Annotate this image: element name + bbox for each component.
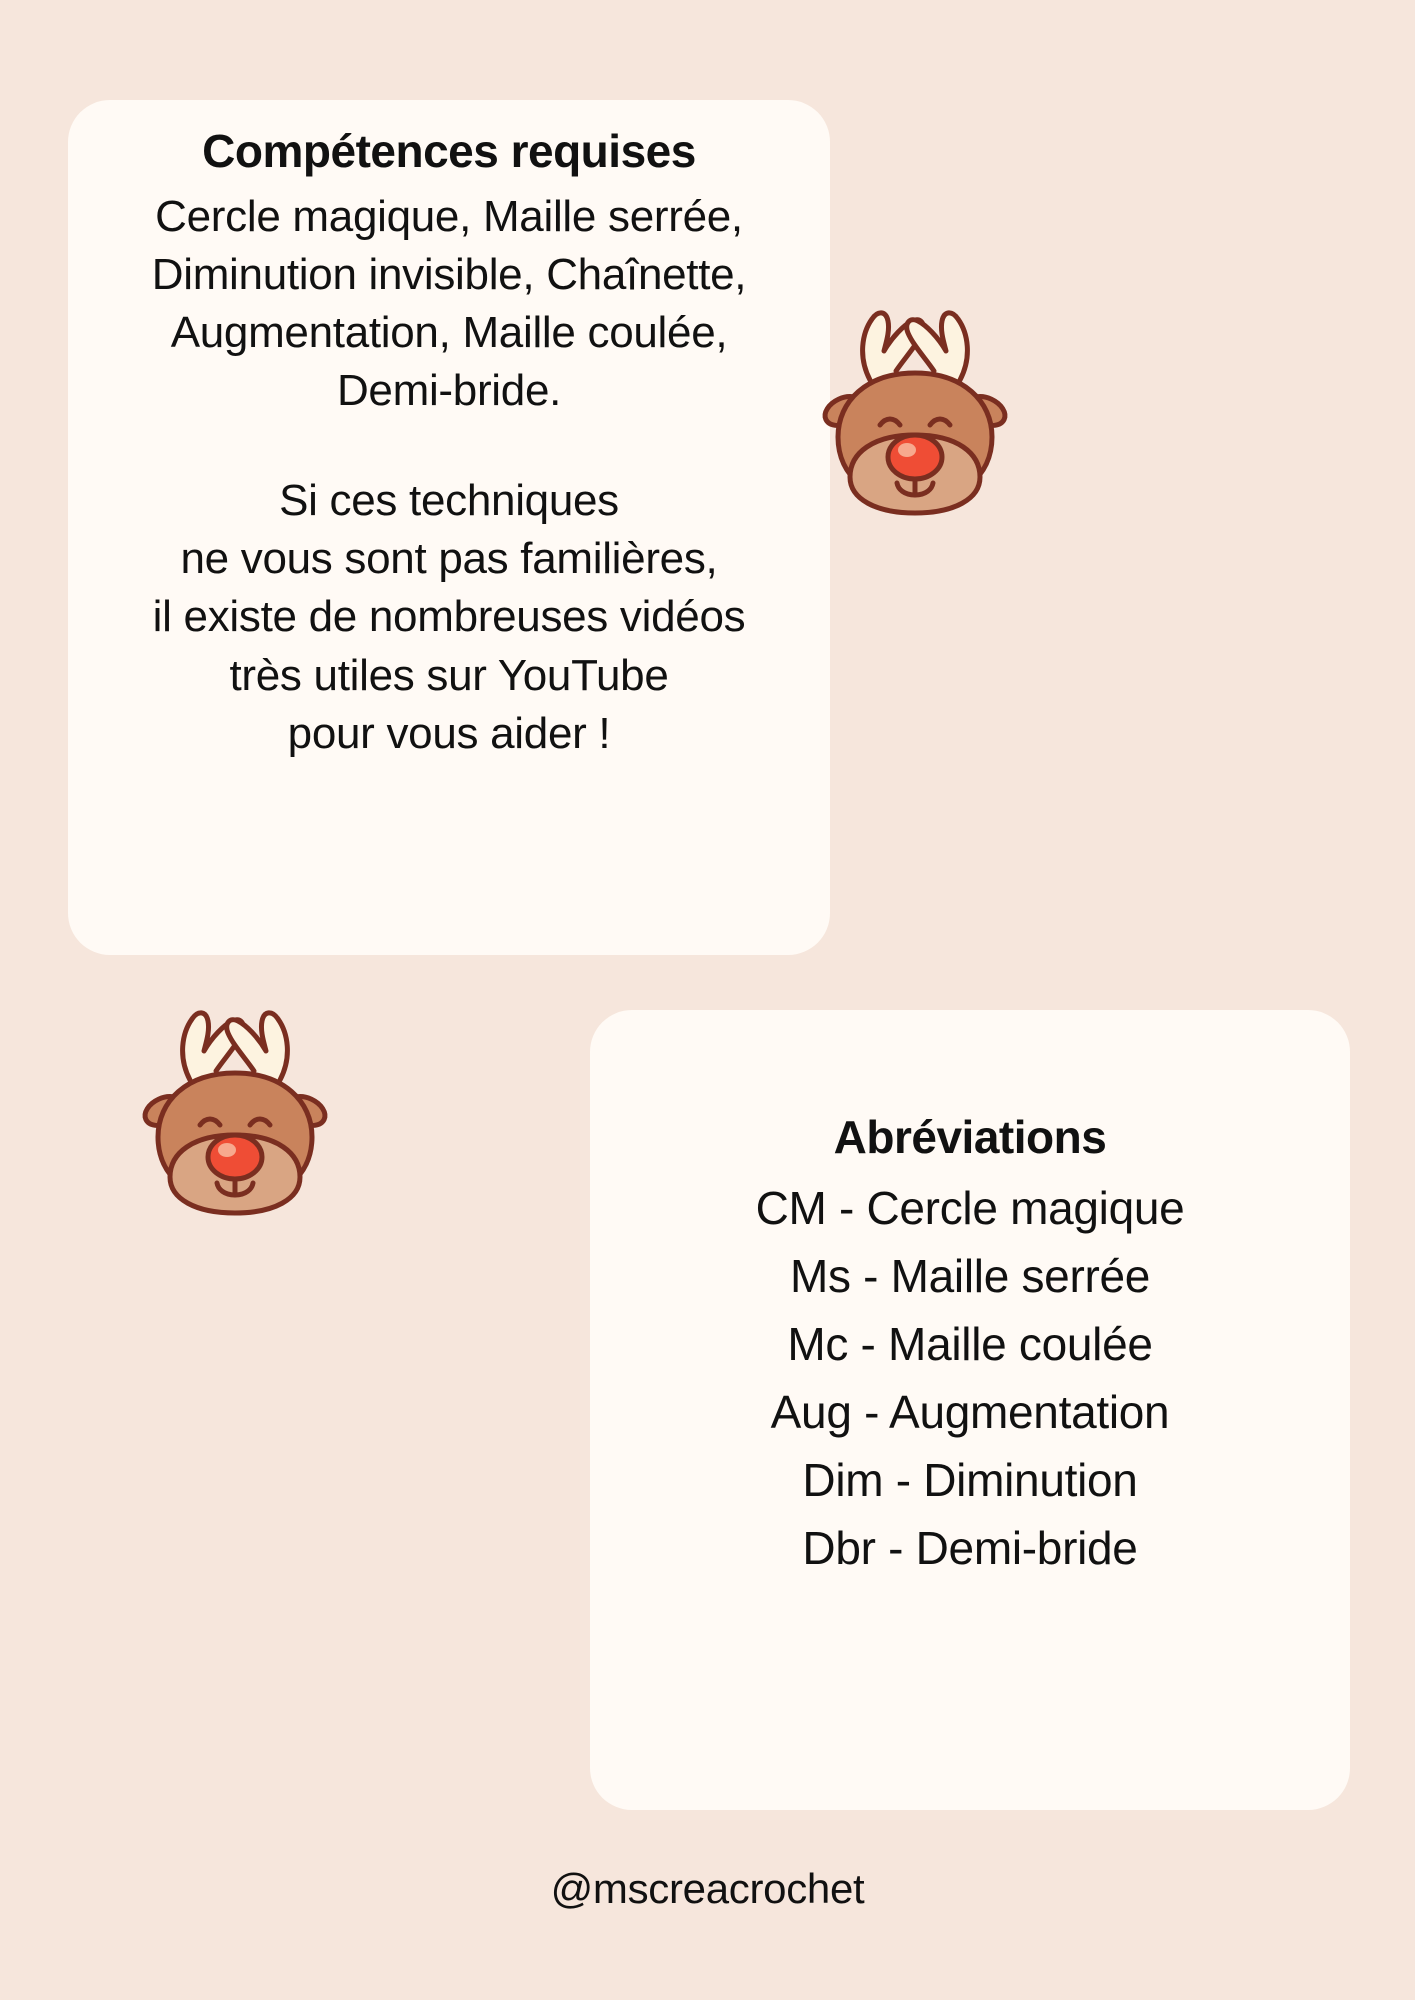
abbreviations-card xyxy=(590,1010,1350,1810)
skills-card xyxy=(68,100,830,955)
reindeer-icon xyxy=(120,985,350,1250)
skills-line: Demi-bride. xyxy=(336,366,562,416)
skills-note-line: très utiles sur YouTube xyxy=(229,650,669,700)
skills-line: Cercle magique, Maille serrée, xyxy=(155,192,743,241)
skills-note-line: ne vous sont pas familières, xyxy=(180,534,718,584)
skills-line: Augmentation, Maille coulée, xyxy=(170,308,728,358)
skills-line: Diminution invisible, Chaînette, xyxy=(151,250,747,300)
account-handle: @mscreacrochet xyxy=(550,1865,865,1912)
abbreviation-item: Aug - Augmentation xyxy=(770,1386,1170,1439)
skills-note-line: Si ces techniques xyxy=(279,476,619,526)
reindeer-icon xyxy=(800,285,1030,550)
abbreviation-item: Dbr - Demi-bride xyxy=(802,1522,1138,1575)
skills-note-line: il existe de nombreuses vidéos xyxy=(152,592,746,642)
abbreviation-item: CM - Cercle magique xyxy=(755,1182,1185,1234)
skills-note-line: pour vous aider ! xyxy=(287,708,611,758)
abbreviation-item: Mc - Maille coulée xyxy=(787,1318,1153,1371)
abbreviation-item: Ms - Maille serrée xyxy=(789,1250,1151,1303)
abbreviations-card-title: Abréviations xyxy=(833,1111,1107,1163)
skills-card-title: Compétences requises xyxy=(202,125,696,177)
abbreviation-item: Dim - Diminution xyxy=(802,1454,1138,1507)
